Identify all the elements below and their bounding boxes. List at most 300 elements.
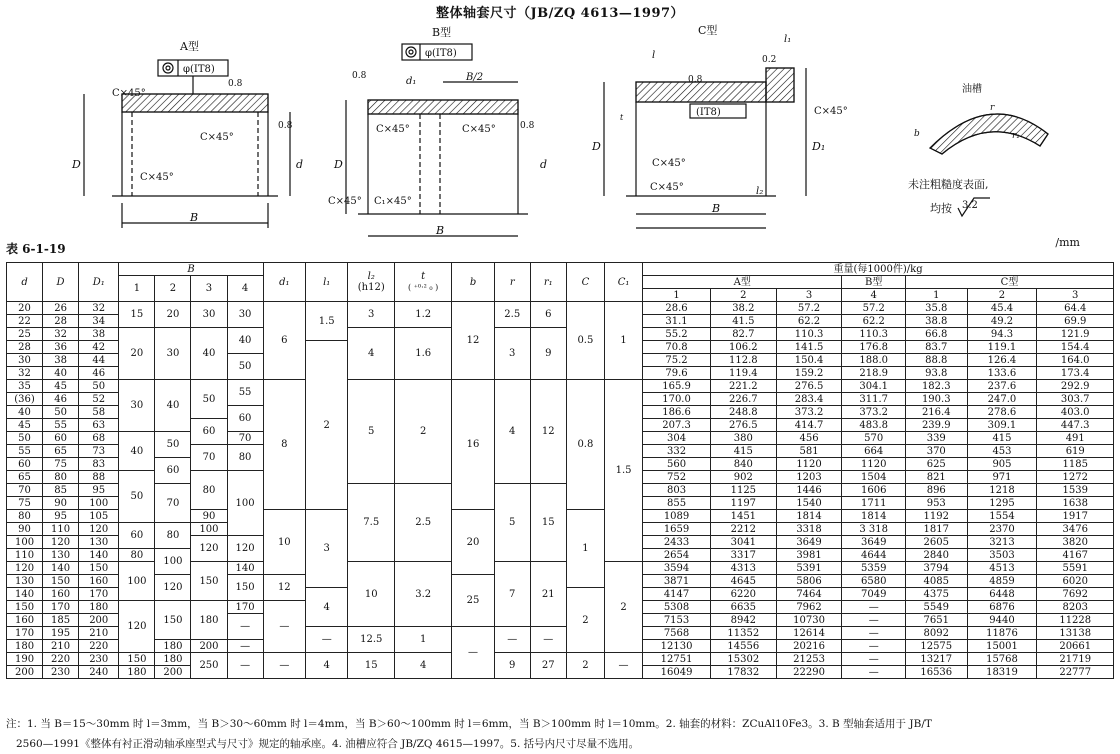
- cell-D: 38: [43, 354, 79, 367]
- cell-d: 22: [7, 315, 43, 328]
- cell-d: 80: [7, 510, 43, 523]
- cell-weight: —: [842, 640, 906, 653]
- cell-weight: 6220: [710, 588, 776, 601]
- cell-D1: 200: [79, 614, 119, 627]
- cell-D: 110: [43, 523, 79, 536]
- cell-B3_d1: 50: [191, 380, 227, 419]
- cell-weight: 82.7: [710, 328, 776, 341]
- cell-C1_b: 1.5: [604, 380, 642, 562]
- cell-weight: 13217: [906, 653, 967, 666]
- cell-D: 130: [43, 549, 79, 562]
- cell-weight: 905: [967, 458, 1037, 471]
- cell-D: 150: [43, 575, 79, 588]
- cell-D1: 100: [79, 497, 119, 510]
- cell-weight: 2433: [643, 536, 711, 549]
- cell-weight: 3794: [906, 562, 967, 575]
- svg-text:D₁: D₁: [812, 140, 826, 153]
- cell-d: 170: [7, 627, 43, 640]
- svg-text:C×45°: C×45°: [814, 106, 848, 117]
- cell-weight: 83.7: [906, 341, 967, 354]
- cell-B4_k: —: [227, 653, 263, 679]
- cell-weight: 221.2: [710, 380, 776, 393]
- cell-D: 28: [43, 315, 79, 328]
- cell-weight: 119.4: [710, 367, 776, 380]
- cell-weight: 276.5: [776, 380, 842, 393]
- cell-weight: 15768: [967, 653, 1037, 666]
- cell-D: 45: [43, 380, 79, 393]
- cell-weight: 94.3: [967, 328, 1037, 341]
- cell-weight: 3594: [643, 562, 711, 575]
- cell-weight: 112.8: [710, 354, 776, 367]
- cell-weight: 41.5: [710, 315, 776, 328]
- cell-weight: 453: [967, 445, 1037, 458]
- cell-D1: 105: [79, 510, 119, 523]
- cell-D: 55: [43, 419, 79, 432]
- svg-text:油槽: 油槽: [962, 84, 982, 95]
- cell-weight: 1218: [967, 484, 1037, 497]
- cell-t_c: 2: [395, 380, 452, 484]
- cell-weight: —: [842, 601, 906, 614]
- svg-text:D: D: [592, 140, 601, 153]
- cell-B3_k: 250: [191, 653, 227, 679]
- cell-l1_c: 3: [306, 510, 348, 588]
- unit-label: /mm: [1055, 236, 1080, 249]
- cell-l2_a: 3: [348, 302, 395, 328]
- cell-weight: 8092: [906, 627, 967, 640]
- cell-weight: 855: [643, 497, 711, 510]
- cell-weight: 182.3: [906, 380, 967, 393]
- cell-weight: 186.6: [643, 406, 711, 419]
- svg-text:φ(IT8): φ(IT8): [425, 48, 457, 59]
- cell-weight: 62.2: [842, 315, 906, 328]
- cell-weight: 581: [776, 445, 842, 458]
- cell-C_b: 0.8: [566, 380, 604, 510]
- cell-B4_h1: 150: [227, 575, 263, 601]
- footnotes: [6, 714, 1116, 754]
- cell-l1_b: 2: [306, 341, 348, 510]
- cell-D: 170: [43, 601, 79, 614]
- cell-weight: 619: [1037, 445, 1114, 458]
- cell-weight: 840: [710, 458, 776, 471]
- cell-weight: 483.8: [842, 419, 906, 432]
- cell-weight: 11228: [1037, 614, 1114, 627]
- cell-weight: 49.2: [967, 315, 1037, 328]
- cell-D: 95: [43, 510, 79, 523]
- cell-d: 50: [7, 432, 43, 445]
- cell-weight: 64.4: [1037, 302, 1114, 315]
- cell-weight: 21719: [1037, 653, 1114, 666]
- svg-text:r₁: r₁: [1012, 131, 1020, 141]
- cell-d: 100: [7, 536, 43, 549]
- cell-weight: 625: [906, 458, 967, 471]
- cell-weight: 31.1: [643, 315, 711, 328]
- cell-B1_e: 40: [119, 432, 155, 471]
- cell-weight: 119.1: [967, 341, 1037, 354]
- cell-C_e: 2: [566, 653, 604, 679]
- cell-B2_g1: 80: [155, 523, 191, 549]
- cell-D1: 46: [79, 367, 119, 380]
- cell-weight: 13138: [1037, 627, 1114, 640]
- svg-text:B: B: [190, 211, 199, 224]
- cell-D1: 32: [79, 302, 119, 315]
- cell-B3_g2: 120: [191, 536, 227, 562]
- cell-B4_i: —: [227, 614, 263, 640]
- cell-weight: 6448: [967, 588, 1037, 601]
- cell-D: 210: [43, 640, 79, 653]
- cell-weight: 1125: [710, 484, 776, 497]
- cell-weight: 20216: [776, 640, 842, 653]
- cell-weight: 415: [710, 445, 776, 458]
- cell-weight: 4859: [967, 575, 1037, 588]
- cell-weight: 1554: [967, 510, 1037, 523]
- cell-weight: 216.4: [906, 406, 967, 419]
- cell-B1_a: 15: [119, 302, 155, 328]
- cell-B4_d2: 70: [227, 432, 263, 445]
- cell-weight: 12751: [643, 653, 711, 666]
- cell-weight: 4645: [710, 575, 776, 588]
- svg-text:d: d: [296, 158, 304, 171]
- cell-d: 150: [7, 601, 43, 614]
- cell-weight: 88.8: [906, 354, 967, 367]
- col-t: t ( ⁺⁰·² ₀ ): [395, 263, 452, 302]
- cell-r_b: 3: [494, 328, 530, 380]
- cell-weight: 456: [776, 432, 842, 445]
- svg-text:C×45°: C×45°: [652, 158, 686, 169]
- rough-note-line1: 未注粗糙度表面,: [908, 178, 989, 191]
- cell-B4_f: 100: [227, 471, 263, 536]
- cell-B2_b: 30: [155, 328, 191, 380]
- cell-weight: 7464: [776, 588, 842, 601]
- cell-B4_h2: 170: [227, 601, 263, 614]
- cell-d: 130: [7, 575, 43, 588]
- cell-weight: 6635: [710, 601, 776, 614]
- cell-weight: 121.9: [1037, 328, 1114, 341]
- cell-weight: —: [842, 627, 906, 640]
- cell-weight: 247.0: [967, 393, 1037, 406]
- cell-weight: 237.6: [967, 380, 1037, 393]
- cell-weight: 821: [906, 471, 967, 484]
- table-row: [7, 484, 1114, 497]
- svg-text:0.8: 0.8: [228, 79, 243, 89]
- cell-weight: 1814: [776, 510, 842, 523]
- svg-text:C型: C型: [698, 24, 718, 37]
- cell-weight: 3213: [967, 536, 1037, 549]
- cell-B3_g1: 100: [191, 523, 227, 536]
- cell-weight: 110.3: [842, 328, 906, 341]
- cell-D: 32: [43, 328, 79, 341]
- cell-B3_e2: 80: [191, 471, 227, 510]
- cell-weight: 38.8: [906, 315, 967, 328]
- cell-r_a: 2.5: [494, 302, 530, 328]
- cell-d: 28: [7, 341, 43, 354]
- cell-weight: 1192: [906, 510, 967, 523]
- cell-r_f: —: [494, 627, 530, 653]
- cell-weight: 3649: [842, 536, 906, 549]
- cell-B3_f: 90: [191, 510, 227, 523]
- cell-weight: 3820: [1037, 536, 1114, 549]
- cell-B3_a: 30: [191, 302, 227, 328]
- cell-d: 75: [7, 497, 43, 510]
- cell-weight: 1451: [710, 510, 776, 523]
- cell-D: 36: [43, 341, 79, 354]
- cell-D1: 140: [79, 549, 119, 562]
- cell-r_d: 5: [494, 484, 530, 562]
- cell-B1_g2: 80: [119, 549, 155, 562]
- cell-weight: 1272: [1037, 471, 1114, 484]
- cell-weight: 332: [643, 445, 711, 458]
- svg-text:D: D: [72, 158, 81, 171]
- col-D1: D₁: [79, 263, 119, 302]
- svg-text:D: D: [334, 158, 343, 171]
- cell-weight: 69.9: [1037, 315, 1114, 328]
- cell-weight: 79.6: [643, 367, 711, 380]
- cell-r1_d: 15: [530, 484, 566, 562]
- cell-B4_j: —: [227, 640, 263, 653]
- cell-weight: 4513: [967, 562, 1037, 575]
- svg-text:C×45°: C×45°: [328, 196, 362, 207]
- cell-weight: 1446: [776, 484, 842, 497]
- cell-weight: 309.1: [967, 419, 1037, 432]
- svg-text:C×45°: C×45°: [112, 88, 146, 99]
- cell-b_b: 16: [452, 380, 494, 510]
- cell-weight: 141.5: [776, 341, 842, 354]
- cell-t_a: 1.2: [395, 302, 452, 328]
- cell-d: 140: [7, 588, 43, 601]
- cell-weight: 311.7: [842, 393, 906, 406]
- cell-t_e: 3.2: [395, 562, 452, 627]
- groove-detail: [908, 82, 1048, 216]
- col-b: b: [452, 263, 494, 302]
- cell-D: 185: [43, 614, 79, 627]
- cell-weight: 7692: [1037, 588, 1114, 601]
- cell-D1: 210: [79, 627, 119, 640]
- col-C1: C₁: [604, 263, 642, 302]
- cell-D1: 83: [79, 458, 119, 471]
- cell-B2_i: 150: [155, 601, 191, 640]
- svg-text:b: b: [914, 129, 920, 139]
- cell-B2_f: 70: [155, 484, 191, 523]
- cell-d: 110: [7, 549, 43, 562]
- cell-weight: 292.9: [1037, 380, 1114, 393]
- cell-weight: 3649: [776, 536, 842, 549]
- page-title: 整体轴套尺寸（JB/ZQ 4613—1997）: [435, 6, 685, 21]
- cell-weight: 190.3: [906, 393, 967, 406]
- cell-d: 45: [7, 419, 43, 432]
- cell-D1: 170: [79, 588, 119, 601]
- cell-weight: 2605: [906, 536, 967, 549]
- cell-D1: 68: [79, 432, 119, 445]
- cell-weight: 2370: [967, 523, 1037, 536]
- cell-d: 40: [7, 406, 43, 419]
- cell-C_a: 0.5: [566, 302, 604, 380]
- svg-text:0.8: 0.8: [520, 121, 535, 131]
- col-d: d: [7, 263, 43, 302]
- cell-weight: 3317: [710, 549, 776, 562]
- cell-weight: 1540: [776, 497, 842, 510]
- cell-b_d: 25: [452, 575, 494, 627]
- cell-D: 90: [43, 497, 79, 510]
- svg-text:B/2: B/2: [466, 72, 484, 83]
- cell-B1_k: 150: [119, 653, 155, 666]
- cell-l2_g: 15: [348, 653, 395, 679]
- svg-text:0.8: 0.8: [352, 71, 367, 81]
- cell-weight: 278.6: [967, 406, 1037, 419]
- cell-D1: 240: [79, 666, 119, 679]
- type-c-drawing: [591, 23, 848, 228]
- cell-weight: 18319: [967, 666, 1037, 679]
- cell-weight: 5308: [643, 601, 711, 614]
- cell-weight: 1295: [967, 497, 1037, 510]
- cell-weight: 7651: [906, 614, 967, 627]
- cell-D: 50: [43, 406, 79, 419]
- cell-d: 30: [7, 354, 43, 367]
- cell-weight: 491: [1037, 432, 1114, 445]
- cell-D1: 50: [79, 380, 119, 393]
- cell-d: 90: [7, 523, 43, 536]
- cell-D: 75: [43, 458, 79, 471]
- cell-D: 26: [43, 302, 79, 315]
- cell-D1: 230: [79, 653, 119, 666]
- cell-l2_e: 10: [348, 562, 395, 627]
- cell-weight: 1659: [643, 523, 711, 536]
- cell-B4_b1: 40: [227, 328, 263, 354]
- cell-B4_a: 30: [227, 302, 263, 328]
- cell-weight: 28.6: [643, 302, 711, 315]
- cell-B2_g2: 100: [155, 549, 191, 575]
- cell-weight: 164.0: [1037, 354, 1114, 367]
- svg-text:B: B: [436, 224, 445, 237]
- cell-d: 190: [7, 653, 43, 666]
- cell-B1_d: 30: [119, 380, 155, 432]
- cell-C1_c: 2: [604, 562, 642, 653]
- cell-B1_h: 100: [119, 562, 155, 601]
- cell-weight: 303.7: [1037, 393, 1114, 406]
- cell-weight: 3503: [967, 549, 1037, 562]
- cell-d1_f: —: [263, 653, 305, 679]
- cell-weight: 373.2: [842, 406, 906, 419]
- svg-text:C×45°: C×45°: [140, 172, 174, 183]
- cell-weight: 12575: [906, 640, 967, 653]
- cell-D1: 160: [79, 575, 119, 588]
- cell-weight: 188.0: [842, 354, 906, 367]
- cell-weight: 2212: [710, 523, 776, 536]
- cell-B3_d2: 60: [191, 419, 227, 445]
- col-C: C: [566, 263, 604, 302]
- cell-weight: 283.4: [776, 393, 842, 406]
- cell-weight: 45.4: [967, 302, 1037, 315]
- cell-d1_c: 10: [263, 510, 305, 575]
- cell-r1_e: 21: [530, 562, 566, 627]
- cell-weight: 953: [906, 497, 967, 510]
- cell-weight: 803: [643, 484, 711, 497]
- cell-weight: 218.9: [842, 367, 906, 380]
- cell-weight: 159.2: [776, 367, 842, 380]
- cell-weight: 4147: [643, 588, 711, 601]
- cell-weight: 560: [643, 458, 711, 471]
- footnote-line-1: 注：1. 当 B＝15～30mm 时 l＝3mm，当 B＞30～60mm 时 l＝4mm，当 B＞60～100mm 时 l＝6mm，当 B＞100mm 时 l＝10mm。2. 轴套的材料：ZCuAl10Fe3。3. B 型轴套适用于 JB/T: [6, 718, 932, 730]
- cell-weight: 3981: [776, 549, 842, 562]
- cell-d: 20: [7, 302, 43, 315]
- col-D: D: [43, 263, 79, 302]
- cell-weight: 4644: [842, 549, 906, 562]
- cell-weight: 14556: [710, 640, 776, 653]
- cell-weight: 1203: [776, 471, 842, 484]
- svg-text:C×45°: C×45°: [462, 124, 496, 135]
- cell-D1: 34: [79, 315, 119, 328]
- cell-weight: 12614: [776, 627, 842, 640]
- cell-d: 25: [7, 328, 43, 341]
- cell-weight: 276.5: [710, 419, 776, 432]
- cell-B4_g2: 140: [227, 562, 263, 575]
- col-weight: 重量(每1000件)/kg: [643, 263, 1114, 276]
- cell-weight: —: [842, 666, 906, 679]
- cell-weight: 57.2: [776, 302, 842, 315]
- table-row: [7, 302, 1114, 315]
- cell-d1_d: 12: [263, 575, 305, 601]
- cell-D1: 130: [79, 536, 119, 549]
- svg-text:C×45°: C×45°: [200, 132, 234, 143]
- cell-weight: 226.7: [710, 393, 776, 406]
- cell-weight: 570: [842, 432, 906, 445]
- cell-d: 60: [7, 458, 43, 471]
- cell-weight: 380: [710, 432, 776, 445]
- cell-weight: 1817: [906, 523, 967, 536]
- svg-text:l: l: [652, 50, 656, 61]
- cell-weight: —: [842, 614, 906, 627]
- cell-r1_a: 6: [530, 302, 566, 328]
- cell-l2_d: 7.5: [348, 484, 395, 562]
- cell-D: 160: [43, 588, 79, 601]
- cell-d: 65: [7, 471, 43, 484]
- cell-B3_i: 180: [191, 601, 227, 640]
- cell-weight: 93.8: [906, 367, 967, 380]
- cell-weight: 304.1: [842, 380, 906, 393]
- cell-weight: 17832: [710, 666, 776, 679]
- cell-weight: 133.6: [967, 367, 1037, 380]
- cell-B3_j: 200: [191, 640, 227, 653]
- cell-weight: 207.3: [643, 419, 711, 432]
- cell-weight: 415: [967, 432, 1037, 445]
- cell-B4_g: 120: [227, 536, 263, 562]
- cell-d: 32: [7, 367, 43, 380]
- cell-weight: 6580: [842, 575, 906, 588]
- cell-weight: 1711: [842, 497, 906, 510]
- footnote-line-2: 2560—1991《整体有衬正滑动轴承座型式与尺寸》规定的轴承座。4. 油槽应符合 JB/ZQ 4615—1997。5. 括号内尺寸尽量不选用。: [16, 738, 640, 750]
- cell-weight: 4375: [906, 588, 967, 601]
- cell-b_c: 20: [452, 510, 494, 575]
- cell-weight: 1606: [842, 484, 906, 497]
- cell-weight: 16049: [643, 666, 711, 679]
- cell-weight: 55.2: [643, 328, 711, 341]
- cell-C1_a: 1: [604, 302, 642, 380]
- svg-text:l₁: l₁: [784, 34, 792, 45]
- cell-weight: 22290: [776, 666, 842, 679]
- col-l1: l₁: [306, 263, 348, 302]
- cell-D: 60: [43, 432, 79, 445]
- cell-weight: 106.2: [710, 341, 776, 354]
- cell-d1_e: —: [263, 601, 305, 653]
- cell-t_g: 4: [395, 653, 452, 679]
- cell-weight: 16536: [906, 666, 967, 679]
- cell-t_b: 1.6: [395, 328, 452, 380]
- cell-d1_b: 8: [263, 380, 305, 510]
- cell-D: 85: [43, 484, 79, 497]
- cell-d: 55: [7, 445, 43, 458]
- cell-d: 160: [7, 614, 43, 627]
- type-a-drawing: [71, 39, 303, 228]
- cell-weight: 15302: [710, 653, 776, 666]
- cell-weight: 170.0: [643, 393, 711, 406]
